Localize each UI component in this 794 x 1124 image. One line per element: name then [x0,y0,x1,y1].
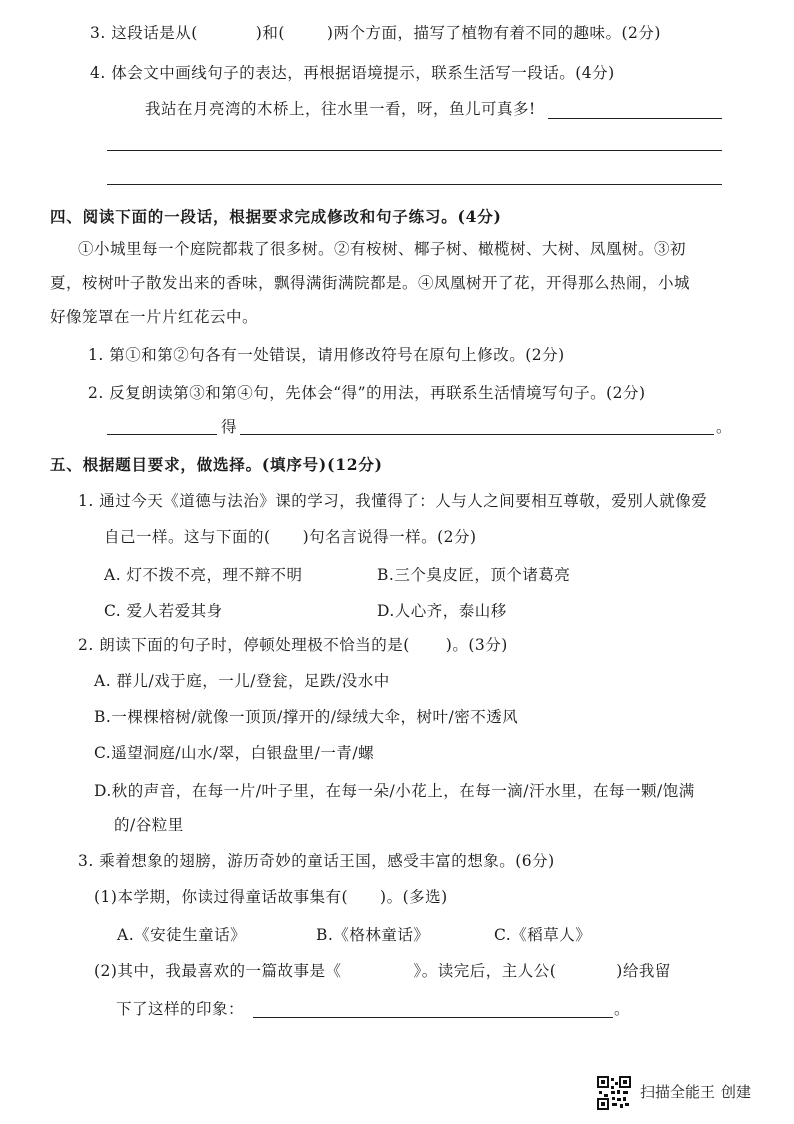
question-text: (2)其中，我最喜欢的一篇故事是《 [94,962,342,980]
writing-line[interactable] [107,434,217,435]
question-text: 》。读完后，主人公( [413,962,557,980]
passage-line: 好像笼罩在一片片红花云中。 [50,308,259,326]
option-c: C.《稻草人》 [494,926,592,944]
option-d-continued: 的/谷粒里 [114,816,184,834]
option-c: C.遥望洞庭/山水/翠，白银盘里/一青/螺 [94,744,375,762]
question-text: 自己一样。这与下面的( [104,528,271,546]
question-text: )给我留 [616,962,671,980]
question-text: )句名言说得一样。(2分) [302,528,477,546]
question-3-part-a: 这段话是从( [111,24,198,42]
de-character: 得 [221,418,238,436]
writing-line[interactable] [253,1017,613,1018]
question-4-line: 4. 体会文中画线句子的表达，再根据语境提示，联系生活写一段话。(4分) [90,64,615,82]
passage-line: 夏，桉树叶子散发出来的香味，飘得满街满院都是。④凤凰树开了花，开得那么热闹，小城 [50,274,691,292]
writing-line[interactable] [240,434,714,435]
section-5-question-3-stem: 3. 乘着想象的翅膀，游历奇妙的童话王国，感受丰富的想象。(6分) [78,852,555,870]
option-a: A.《安徒生童话》 [117,926,247,944]
option-a: A. 灯不拨不亮，理不辩不明 [104,566,303,584]
question-text: (1)本学期，你读过得童话故事集有( [94,888,349,906]
sub-question-2 [94,960,671,982]
sub-question-2-continued: 下了这样的印象： [116,1000,245,1018]
option-d: D.人心齐，泰山移 [377,602,507,620]
brand-action: 创建 [721,1083,752,1101]
question-text: )。(多选) [380,888,448,906]
option-c: C. 爱人若爱其身 [104,602,223,620]
question-text: )。(3分) [445,636,508,654]
writing-line[interactable] [107,184,722,185]
section-4-question-1: 1. 第①和第②句各有一处错误，请用修改符号在原句上修改。(2分) [88,346,565,364]
question-3-part-c: )两个方面，描写了植物有着不同的趣味。(2分) [326,24,661,42]
sentence-end: 。 [716,418,733,436]
question-3-part-b: )和( [255,24,285,42]
question-3-line [90,22,661,44]
sub-question-1 [94,886,448,908]
option-b: B.三个臭皮匠，顶个诸葛亮 [377,566,571,584]
option-b: B.一棵棵榕树/就像一顶顶/撑开的/绿绒大伞，树叶/密不透风 [94,708,519,726]
brand-name: 扫描全能王 [640,1083,716,1101]
scanner-watermark [640,1081,751,1102]
sentence-end: 。 [614,1000,631,1018]
section-4-title: 四、阅读下面的一段话，根据要求完成修改和句子练习。(4分) [50,207,502,226]
qr-code-icon [597,1076,631,1110]
option-d: D.秋的声音，在每一片/叶子里，在每一朵/小花上，在每一滴/汗水里，在每一颗/饱满 [94,782,695,800]
section-5-title: 五、根据题目要求，做选择。(填序号)(12分) [50,455,383,474]
writing-line[interactable] [548,118,722,119]
question-text: 2. 朗读下面的句子时，停顿处理极不恰当的是( [78,636,410,654]
question-4-prompt: 我站在月亮湾的木桥上，往水里一看，呀，鱼儿可真多! [145,100,536,118]
writing-line[interactable] [107,150,722,151]
question-number: 3. [90,24,106,42]
section-4-question-2: 2. 反复朗读第③和第④句，先体会“得”的用法，再联系生活情境写句子。(2分) [88,384,646,402]
passage-line: ①小城里每一个庭院都栽了很多树。②有桉树、椰子树、橄榄树、大树、凤凰树。③初 [78,240,687,258]
section-5-question-1-line-1: 1. 通过今天《道德与法治》课的学习，我懂得了：人与人之间要相互尊敬，爱别人就像爱 [78,492,708,510]
option-a: A. 群儿/戏于庭，一儿/登瓮，足跌/没水中 [94,672,390,690]
section-5-question-1-line-2 [104,526,477,548]
section-5-question-2-stem [78,634,508,656]
option-b: B.《格林童话》 [316,926,430,944]
